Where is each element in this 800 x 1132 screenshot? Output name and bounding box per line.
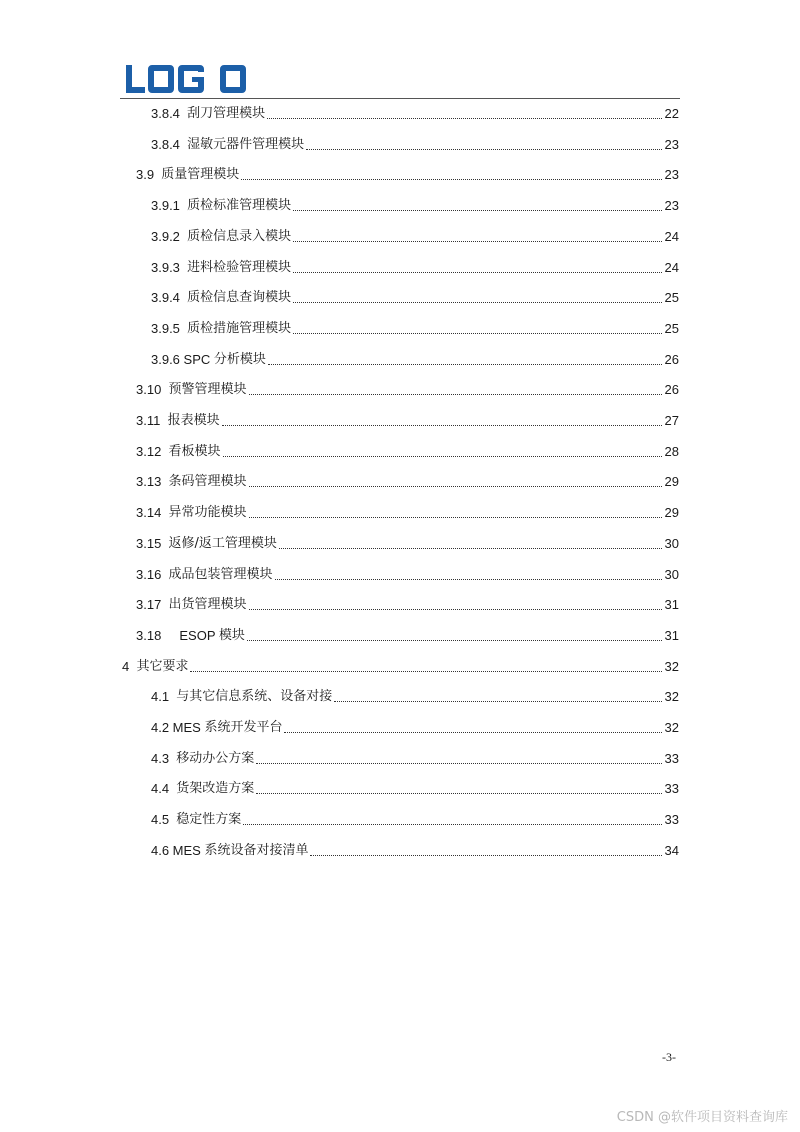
toc-entry-title: 其它要求 xyxy=(136,659,189,674)
toc-dot-leader xyxy=(293,301,662,303)
toc-entry-number: 3.9.4 xyxy=(151,290,188,305)
toc-dot-leader xyxy=(256,792,662,794)
toc-dot-leader xyxy=(268,363,662,365)
page-number: -3- xyxy=(662,1050,676,1064)
toc-entry[interactable] xyxy=(151,686,679,706)
toc-entry[interactable] xyxy=(136,594,679,614)
toc-dot-leader xyxy=(249,608,662,610)
toc-entry-page: 33 xyxy=(664,751,679,766)
toc-dot-leader xyxy=(293,240,662,242)
toc-entry-page: 24 xyxy=(664,260,679,275)
toc-entry-title: 货架改造方案 xyxy=(176,781,255,796)
toc-entry[interactable] xyxy=(136,471,679,491)
toc-entry-page: 32 xyxy=(664,720,679,735)
toc-entry-title: 看板模块 xyxy=(168,444,221,459)
toc-entry-title: 条码管理模块 xyxy=(168,474,247,489)
toc-entry[interactable] xyxy=(136,164,679,184)
toc-dot-leader xyxy=(284,731,662,733)
toc-entry-page: 30 xyxy=(664,567,679,582)
toc-dot-leader xyxy=(249,516,662,518)
toc-entry-title: 返修/返工管理模块 xyxy=(168,536,277,551)
toc-dot-leader xyxy=(293,271,662,273)
toc-entry-page: 23 xyxy=(664,167,679,182)
toc-entry[interactable] xyxy=(136,625,679,645)
toc-entry-title: 质检标准管理模块 xyxy=(187,198,292,213)
toc-dot-leader xyxy=(279,547,662,549)
toc-dot-leader xyxy=(243,823,662,825)
toc-entry-number: 3.9.5 xyxy=(151,321,188,336)
toc-entry-title: 成品包装管理模块 xyxy=(168,567,273,582)
toc-entry-title: 稳定性方案 xyxy=(176,812,242,827)
toc-entry-number: 4.2 MES xyxy=(151,720,205,735)
toc-entry-title: 质检信息录入模块 xyxy=(187,229,292,244)
toc-entry-page: 22 xyxy=(664,106,679,121)
toc-entry-number: 3.17 xyxy=(136,597,169,612)
toc-entry[interactable] xyxy=(151,103,679,123)
toc-entry-page: 29 xyxy=(664,505,679,520)
toc-entry-number: 3.9.6 SPC xyxy=(151,352,214,367)
toc-entry-title: 质量管理模块 xyxy=(161,167,240,182)
toc-entry-page: 33 xyxy=(664,781,679,796)
toc-entry-title: 湿敏元器件管理模块 xyxy=(187,137,305,152)
toc-entry-number: 4.3 xyxy=(151,751,177,766)
toc-entry-number: 3.8.4 xyxy=(151,106,188,121)
toc-entry[interactable] xyxy=(151,809,679,829)
toc-dot-leader xyxy=(310,854,662,856)
toc-entry[interactable] xyxy=(151,257,679,277)
toc-entry-title: 移动办公方案 xyxy=(176,751,255,766)
toc-entry-page: 32 xyxy=(664,659,679,674)
toc-entry-title: 系统开发平台 xyxy=(204,720,283,735)
toc-entry-title: 刮刀管理模块 xyxy=(187,106,266,121)
toc-entry-number: 4.5 xyxy=(151,812,177,827)
toc-entry[interactable] xyxy=(151,134,679,154)
toc-entry-page: 33 xyxy=(664,812,679,827)
toc-entry-number: 4.1 xyxy=(151,689,177,704)
toc-entry[interactable] xyxy=(151,195,679,215)
logo xyxy=(126,62,248,96)
toc-entry-page: 23 xyxy=(664,198,679,213)
toc-entry-number: 4.4 xyxy=(151,781,177,796)
toc-dot-leader xyxy=(275,578,662,580)
toc-entry[interactable] xyxy=(151,318,679,338)
toc-entry-page: 27 xyxy=(664,413,679,428)
toc-entry-number: 4.6 MES xyxy=(151,843,205,858)
toc-entry-number: 3.15 xyxy=(136,536,169,551)
toc-entry[interactable] xyxy=(151,717,679,737)
toc-dot-leader xyxy=(334,700,662,702)
toc-entry-title: 异常功能模块 xyxy=(168,505,247,520)
toc-entry-page: 34 xyxy=(664,843,679,858)
watermark: CSDN @软件项目资料查询库 xyxy=(616,1110,788,1125)
toc-dot-leader xyxy=(223,455,662,457)
toc-entry[interactable] xyxy=(136,410,679,430)
toc-entry-number: 3.9.2 xyxy=(151,229,188,244)
toc-entry-page: 23 xyxy=(664,137,679,152)
toc-dot-leader xyxy=(222,424,662,426)
toc-dot-leader xyxy=(241,178,662,180)
toc-entry[interactable] xyxy=(136,441,679,461)
toc-entry[interactable] xyxy=(136,379,679,399)
toc-entry[interactable] xyxy=(151,748,679,768)
toc-entry-title: 与其它信息系统、设备对接 xyxy=(176,689,333,704)
toc-dot-leader xyxy=(190,670,662,672)
toc-dot-leader xyxy=(247,639,662,641)
toc-entry[interactable] xyxy=(151,778,679,798)
toc-entry-title: 报表模块 xyxy=(167,413,220,428)
toc-dot-leader xyxy=(267,117,662,119)
toc-entry-title: 模块 xyxy=(218,628,245,643)
toc-entry-title: 预警管理模块 xyxy=(168,382,247,397)
toc-entry-title: 质检措施管理模块 xyxy=(187,321,292,336)
toc-entry-page: 31 xyxy=(664,597,679,612)
toc-entry-title: 质检信息查询模块 xyxy=(187,290,292,305)
logo-mark xyxy=(126,64,226,94)
toc-entry-number: 3.16 xyxy=(136,567,169,582)
toc-entry-title: 系统设备对接清单 xyxy=(204,843,309,858)
toc-entry-number: 3.14 xyxy=(136,505,169,520)
toc-entry[interactable] xyxy=(136,502,679,522)
toc-dot-leader xyxy=(249,393,662,395)
toc-entry-number: 3.11 xyxy=(136,413,168,428)
toc-entry-page: 32 xyxy=(664,689,679,704)
toc-entry-number: 3.18 ESOP xyxy=(136,628,219,643)
toc-entry-number: 3.8.4 xyxy=(151,137,188,152)
logo-mark-o xyxy=(220,64,248,94)
toc-entry-number: 3.13 xyxy=(136,474,169,489)
toc-entry-title: 出货管理模块 xyxy=(168,597,247,612)
toc-entry-number: 3.9.1 xyxy=(151,198,188,213)
toc-entry-page: 24 xyxy=(664,229,679,244)
toc-dot-leader xyxy=(293,332,662,334)
toc-dot-leader xyxy=(293,209,662,211)
toc-entry-page: 28 xyxy=(664,444,679,459)
toc-entry[interactable] xyxy=(151,287,679,307)
toc-entry[interactable] xyxy=(136,533,679,553)
toc-entry-title: 进料检验管理模块 xyxy=(187,260,292,275)
toc-entry[interactable] xyxy=(151,349,679,369)
toc-entry-title: 分析模块 xyxy=(213,352,266,367)
header-rule xyxy=(120,98,680,99)
toc-dot-leader xyxy=(306,148,662,150)
toc-entry-number: 4 xyxy=(122,659,137,674)
toc-entry-number: 3.12 xyxy=(136,444,169,459)
toc-dot-leader xyxy=(249,485,662,487)
toc-entry-page: 25 xyxy=(664,290,679,305)
toc-entry[interactable] xyxy=(151,840,679,860)
toc-entry-page: 26 xyxy=(664,352,679,367)
toc-entry-page: 30 xyxy=(664,536,679,551)
toc-entry[interactable] xyxy=(151,226,679,246)
toc-entry-number: 3.9.3 xyxy=(151,260,188,275)
toc-entry-page: 31 xyxy=(664,628,679,643)
toc-entry[interactable] xyxy=(122,656,679,676)
toc-dot-leader xyxy=(256,762,662,764)
toc-entry-number: 3.10 xyxy=(136,382,169,397)
toc-entry[interactable] xyxy=(136,564,679,584)
toc-entry-number: 3.9 xyxy=(136,167,162,182)
toc-entry-page: 29 xyxy=(664,474,679,489)
toc-entry-page: 25 xyxy=(664,321,679,336)
toc-entry-page: 26 xyxy=(664,382,679,397)
